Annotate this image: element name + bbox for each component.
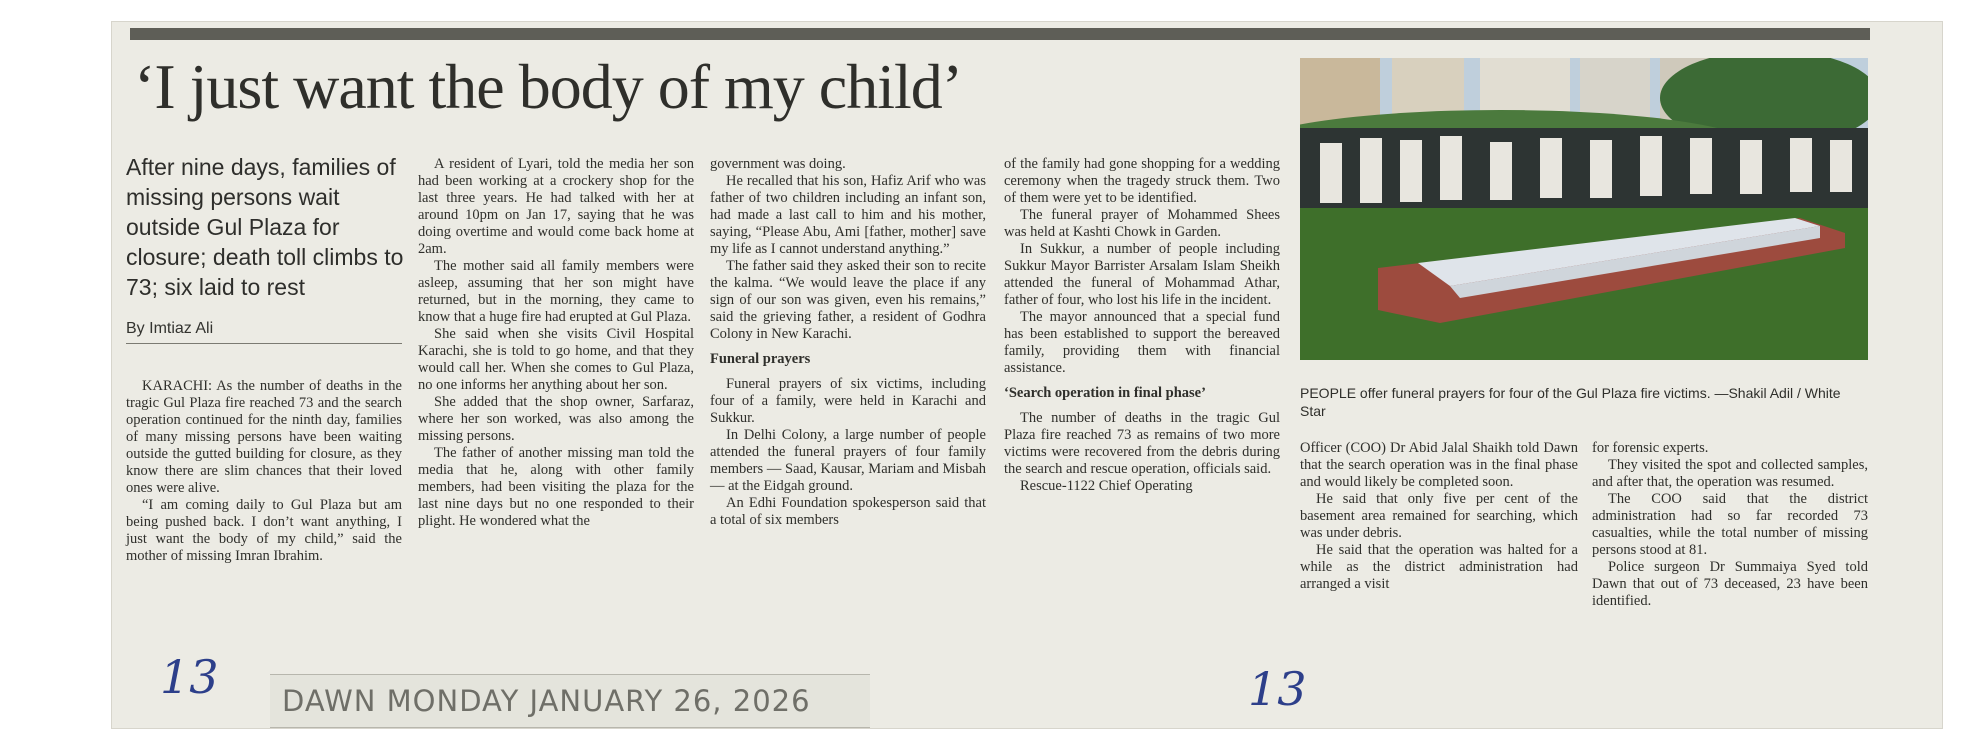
column-1 bbox=[126, 378, 402, 565]
dateline: DAWN MONDAY JANUARY 26, 2026 bbox=[282, 684, 811, 718]
paragraph: The funeral prayer of Mohammed Shees was held at Kashti Chowk in Garden. bbox=[1004, 207, 1280, 240]
subheading: ‘Search operation in final phase’ bbox=[1004, 385, 1206, 401]
dateline-footer bbox=[270, 674, 870, 728]
paragraph: “I am coming daily to Gul Plaza but am being pushed back. I don’t want anything, I just want the body of my child,” said the mother of missing Imran Ibrahim. bbox=[126, 497, 402, 564]
paragraph: She said when she visits Civil Hospital Karachi, she is told to go home, and that they would call her. When she comes to Gul Plaza, no one informs her anything about her son. bbox=[418, 326, 694, 393]
paragraph: He recalled that his son, Hafiz Arif who was father of two children including an infant son, had made a last call to him and his mother, saying, “Please Abu, Ami [father, mother] save my life as I cannot understand anything.” bbox=[710, 173, 986, 257]
column-2 bbox=[418, 156, 694, 530]
column-5 bbox=[1300, 440, 1578, 593]
paragraph: government was doing. bbox=[710, 156, 846, 172]
top-rule bbox=[130, 28, 1870, 40]
photo-caption: PEOPLE offer funeral prayers for four of the Gul Plaza fire victims. —Shakil Adil / White Star bbox=[1300, 385, 1841, 419]
paragraph: The COO said that the district administration had so far recorded 73 casualties, while the total number of missing persons stood at 81. bbox=[1592, 491, 1868, 558]
handwritten-page-number: 13 bbox=[160, 650, 219, 704]
paragraph: The mayor announced that a special fund has been established to support the bereaved family, providing them with financial assistance. bbox=[1004, 309, 1280, 376]
deck: After nine days, families of missing persons wait outside Gul Plaza for closure; death toll climbs to 73; six laid to rest bbox=[126, 154, 404, 300]
paragraph: He said that only five per cent of the basement area remained for searching, which was under debris. bbox=[1300, 491, 1578, 541]
subheading: Funeral prayers bbox=[710, 351, 811, 367]
paragraph: The number of deaths in the tragic Gul Plaza fire reached 73 as remains of two more victims were recovered from the debris during the search and rescue operation, officials said. bbox=[1004, 410, 1280, 477]
paragraph: She added that the shop owner, Sarfaraz, where her son worked, was also among the missing persons. bbox=[418, 394, 694, 444]
paragraph: KARACHI: As the number of deaths in the tragic Gul Plaza fire reached 73 and the search operation continued for the ninth day, families of many missing persons have been waiting outside the gutted building for closure, as they know there are slim chances that their loved ones were alive. bbox=[126, 378, 402, 496]
headline: ‘I just want the body of my child’ bbox=[134, 51, 963, 122]
paragraph: He said that the operation was halted for a while as the district administration had arranged a visit bbox=[1300, 542, 1578, 592]
funeral-prayer-photo bbox=[1300, 58, 1868, 360]
column-6 bbox=[1592, 440, 1868, 610]
paragraph: Funeral prayers of six victims, including four of a family, were held in Karachi and Sukkur. bbox=[710, 376, 986, 426]
paragraph: The father of another missing man told the media that he, along with other family members, had been visiting the plaza for the last nine days but no one responded to their plight. He wondered what the bbox=[418, 445, 694, 529]
handwritten-page-number: 13 bbox=[1248, 662, 1307, 716]
paragraph: The mother said all family members were asleep, assuming that her son might have returned, but in the morning, they came to know that a huge fire had erupted at Gul Plaza. bbox=[418, 258, 694, 325]
paragraph: An Edhi Foundation spokesperson said that a total of six members bbox=[710, 495, 986, 528]
paragraph: A resident of Lyari, told the media her son had been working at a crockery shop for the last three years. He had talked with her at around 10pm on Jan 17, saying that he was doing overtime and would come back home at 2am. bbox=[418, 156, 694, 257]
paragraph: Rescue-1122 Chief Operating bbox=[1020, 478, 1193, 494]
paragraph: Officer (COO) Dr Abid Jalal Shaikh told Dawn that the search operation was in the final phase and would likely be completed soon. bbox=[1300, 440, 1578, 490]
paragraph: The father said they asked their son to recite the kalma. “We would leave the place if any sign of our son was given, even his remains,” said the grieving father, a resident of Godhra Colony in New Karachi. bbox=[710, 258, 986, 342]
paragraph: Police surgeon Dr Summaiya Syed told Dawn that out of 73 deceased, 23 have been identified. bbox=[1592, 559, 1868, 609]
paragraph: In Delhi Colony, a large number of people attended the funeral prayers of four family members — Saad, Kausar, Mariam and Misbah — at the Eidgah ground. bbox=[710, 427, 986, 494]
paragraph: In Sukkur, a number of people including Sukkur Mayor Barrister Arsalam Islam Sheikh attended the funeral of Mohammad Athar, father of four, who lost his life in the incident. bbox=[1004, 241, 1280, 308]
paragraph: They visited the spot and collected samples, and after that, the operation was resumed. bbox=[1592, 457, 1868, 490]
column-4 bbox=[1004, 156, 1280, 495]
column-3 bbox=[710, 156, 986, 529]
paragraph: for forensic experts. bbox=[1592, 440, 1709, 456]
paragraph: of the family had gone shopping for a wedding ceremony when the tragedy struck them. Two of them were yet to be identified. bbox=[1004, 156, 1280, 206]
byline: By Imtiaz Ali bbox=[126, 320, 402, 344]
